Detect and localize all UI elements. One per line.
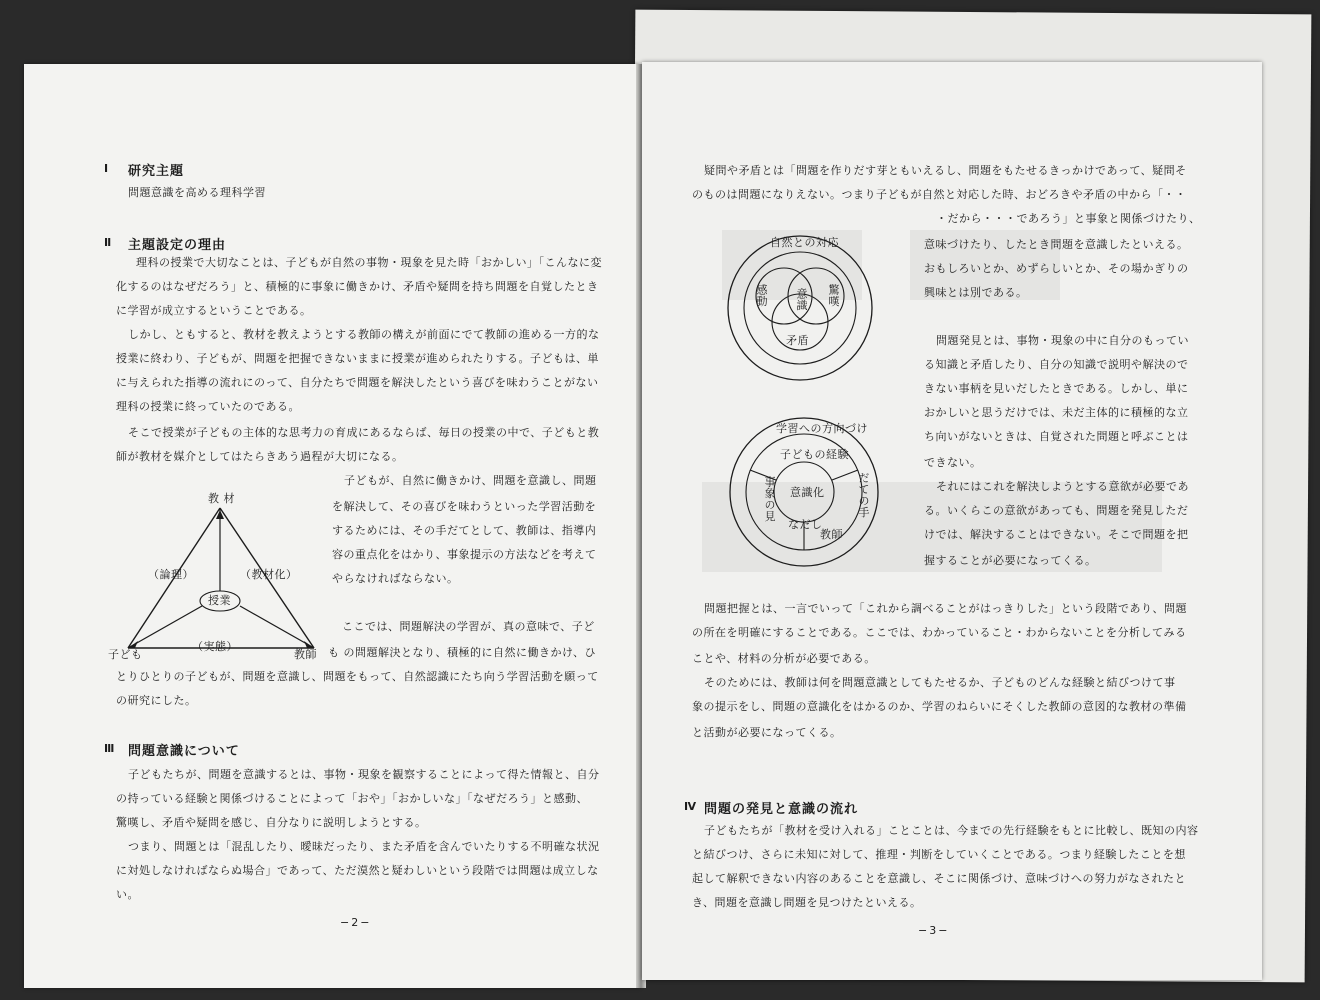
paragraph-line: つまり、問題とは「混乱したり、曖昧だったり、また矛盾を含んでいたりする不明確な状況 bbox=[128, 840, 600, 853]
paragraph-line: けでは、解決することはできない。そこで問題を把 bbox=[924, 528, 1189, 541]
paragraph-line: に対処しなければならぬ場合」であって、ただ漠然と疑わしいという段階では問題は成立しな bbox=[116, 864, 599, 877]
paragraph-line: きない事柄を見いだしたときである。しかし、単に bbox=[924, 382, 1189, 395]
paragraph-line: も の問題解決となり、積極的に自然に働きかけ、ひ bbox=[328, 646, 597, 659]
paragraph-line: 子どもたちが、問題を意識するとは、事物・現象を観察することによって得た情報と、自分 bbox=[128, 768, 600, 781]
page-number: −3− bbox=[918, 924, 950, 937]
ring-outer-label: 学習への方向づけ bbox=[776, 422, 868, 435]
paragraph-line: そこで授業が子どもの主体的な思考力の育成にあるならば、毎日の授業の中で、子どもと教 bbox=[128, 426, 600, 439]
paragraph-line: の持っている経験と関係づけることによって「おや」「おかしいな」「なぜだろう」と感動、 bbox=[116, 792, 588, 805]
paragraph-line: の所在を明確にすることである。ここでは、わかっていること・わからないことを分析してみる bbox=[692, 626, 1187, 639]
section-title: 問題意識について bbox=[128, 744, 240, 759]
paragraph-line: に学習が成立するということである。 bbox=[116, 304, 312, 317]
paragraph-line: おかしいと思うだけでは、未だ主体的に積極的な立 bbox=[924, 406, 1189, 419]
section-number: Ⅱ bbox=[104, 236, 112, 249]
paragraph-line: 興味とは別である。 bbox=[924, 286, 1028, 299]
triangle-edge-label: （教材化） bbox=[240, 568, 298, 581]
section-title: 問題の発見と意識の流れ bbox=[704, 802, 859, 817]
paragraph-line: そのためには、教師は何を問題意識としてもたせるか、子どものどんな経験と結びつけて事 bbox=[704, 676, 1176, 689]
ring-inner-label: 意識化 bbox=[790, 486, 825, 499]
paragraph-line: 子どもが、自然に働きかけ、問題を意識し、問題 bbox=[344, 474, 597, 487]
paragraph-line: 理科の授業に終っていたのである。 bbox=[116, 400, 300, 413]
page-number: −2− bbox=[340, 916, 372, 929]
paragraph-line: ・だから・・・であろう」と事象と関係づけたり、 bbox=[936, 212, 1201, 225]
paragraph-line: 子どもたちが「教材を受け入れる」ことことは、今までの先行経験をもとに比較し、既知の内容 bbox=[704, 824, 1199, 837]
triangle-edge-label: （論理） bbox=[148, 568, 194, 581]
research-subtitle: 問題意識を高める理科学習 bbox=[128, 186, 266, 199]
venn-outer-label: 自然との対応 bbox=[770, 236, 839, 249]
paragraph-line: 問題把握とは、一言でいって「これから調べることがはっきりした」という段階であり、問題 bbox=[704, 602, 1187, 615]
arrow-head bbox=[304, 641, 314, 648]
paragraph-line: 意味づけたり、したとき問題を意識したといえる。 bbox=[924, 238, 1189, 251]
venn-center-label: 意識 bbox=[795, 288, 808, 311]
right-page bbox=[642, 62, 1262, 980]
triangle-label-left: 子ども bbox=[108, 648, 143, 661]
triangle-label-top: 教 材 bbox=[208, 492, 235, 505]
triangle-spoke bbox=[240, 606, 314, 648]
triangle-label-center: 授業 bbox=[208, 594, 231, 607]
ring-middle-top-label: 子どもの経験 bbox=[780, 448, 849, 461]
paragraph-line: 握することが必要になってくる。 bbox=[924, 554, 1097, 567]
paragraph-line: い。 bbox=[116, 888, 139, 901]
paragraph-line: と活動が必要になってくる。 bbox=[692, 726, 842, 739]
ring-middle-right-label: だての手 bbox=[857, 472, 870, 518]
ring-middle-bottom-label: なだし bbox=[788, 518, 823, 531]
paragraph-line: のものは問題になりえない。つまり子どもが自然と対応した時、おどろきや矛盾の中から「・・ bbox=[692, 188, 1187, 201]
paragraph-line: するためには、その手だてとして、教師は、指導内 bbox=[332, 524, 597, 537]
paragraph-line: ち向いがないときは、自覚された問題と呼ぶことは bbox=[924, 430, 1189, 443]
venn-right-label: 驚嘆 bbox=[827, 284, 840, 307]
paragraph-line: 理科の授業で大切なことは、子どもが自然の事物・現象を見た時「おかしい」「こんなに変 bbox=[136, 256, 602, 269]
venn-diagram bbox=[726, 226, 910, 390]
section-number: Ⅲ bbox=[104, 742, 115, 755]
paragraph-line: に与えられた指導の流れにのって、自分たちで問題を解決したという喜びを味わうことがない bbox=[116, 376, 599, 389]
paragraph-line: 問題発見とは、事物・現象の中に自分のもってい bbox=[936, 334, 1189, 347]
triangle-edge-label: （実態） bbox=[192, 640, 238, 653]
section-title: 主題設定の理由 bbox=[128, 238, 227, 253]
venn-bottom-label: 矛盾 bbox=[786, 334, 809, 347]
paragraph-line: 起して解釈できない内容のあることを意識し、そこに関係づけ、意味づけへの努力がなされたと bbox=[692, 872, 1187, 885]
paragraph-line: しかし、ともすると、教材を教えようとする教師の構えが前面にでて教師の進める一方的な bbox=[128, 328, 600, 341]
venn-left-label: 感動 bbox=[755, 284, 768, 307]
ring-middle-left-label: 事象の見 bbox=[763, 476, 776, 522]
paragraph-line: やらなければならない。 bbox=[332, 572, 459, 585]
paragraph-line: ここでは、問題解決の学習が、真の意味で、子ど bbox=[342, 620, 595, 633]
paragraph-line: る。いくらこの意欲があっても、問題を発見しただ bbox=[924, 504, 1189, 517]
paragraph-line: 象の提示をし、問題の意識化をはかるのか、学習のねらいにそくした教師の意図的な教材の準備 bbox=[692, 700, 1187, 713]
left-page bbox=[24, 64, 640, 988]
paragraph-line: おもしろいとか、めずらしいとか、その場かぎりの bbox=[924, 262, 1189, 275]
paragraph-line: と結びつけ、さらに未知に対して、推理・判断をしていくことである。つまり経験したことを想 bbox=[692, 848, 1186, 861]
paragraph-line: 容の重点化をはかり、事象提示の方法などを考えて bbox=[332, 548, 597, 561]
section-title: 研究主題 bbox=[128, 164, 185, 179]
paragraph-line: る知識と矛盾したり、自分の知識で説明や解決ので bbox=[924, 358, 1189, 371]
paragraph-line: 授業に終わり、子どもが、問題を把握できないままに授業が進められたりする。子どもは、単 bbox=[116, 352, 599, 365]
paragraph-line: を解決して、その喜びを味わうといった学習活動を bbox=[332, 500, 597, 513]
ring-inner-bottom-label: 教師 bbox=[820, 528, 843, 541]
paragraph-line: とりひとりの子どもが、問題を意識し、問題をもって、自然認識にたち向う学習活動を願って bbox=[116, 670, 599, 683]
paragraph-line: き、問題を意識し問題を見つけたといえる。 bbox=[692, 896, 922, 909]
paragraph-line: 師が教材を媒介としてはたらきあう過程が大切になる。 bbox=[116, 450, 404, 463]
paragraph-line: の研究にした。 bbox=[116, 694, 197, 707]
triangle-label-right: 教師 bbox=[294, 648, 317, 661]
triangle-spoke bbox=[128, 606, 202, 648]
paragraph-line: 化するのはなぜだろう」と、積極的に事象に働きかけ、矛盾や疑問を持ち問題を自覚したとき bbox=[116, 280, 599, 293]
paragraph-line: 驚嘆し、矛盾や疑問を感じ、自分なりに説明しようとする。 bbox=[116, 816, 427, 829]
paragraph-line: 疑問や矛盾とは「問題を作りだす芽ともいえるし、問題をもたせるきっかけであって、疑問そ bbox=[704, 164, 1187, 177]
paragraph-line: できない。 bbox=[924, 456, 982, 469]
section-number: Ⅰ bbox=[104, 162, 109, 175]
paragraph-line: ことや、材料の分析が必要である。 bbox=[692, 652, 876, 665]
section-number: Ⅳ bbox=[684, 800, 697, 813]
paragraph-line: それにはこれを解決しようとする意欲が必要であ bbox=[936, 480, 1189, 493]
